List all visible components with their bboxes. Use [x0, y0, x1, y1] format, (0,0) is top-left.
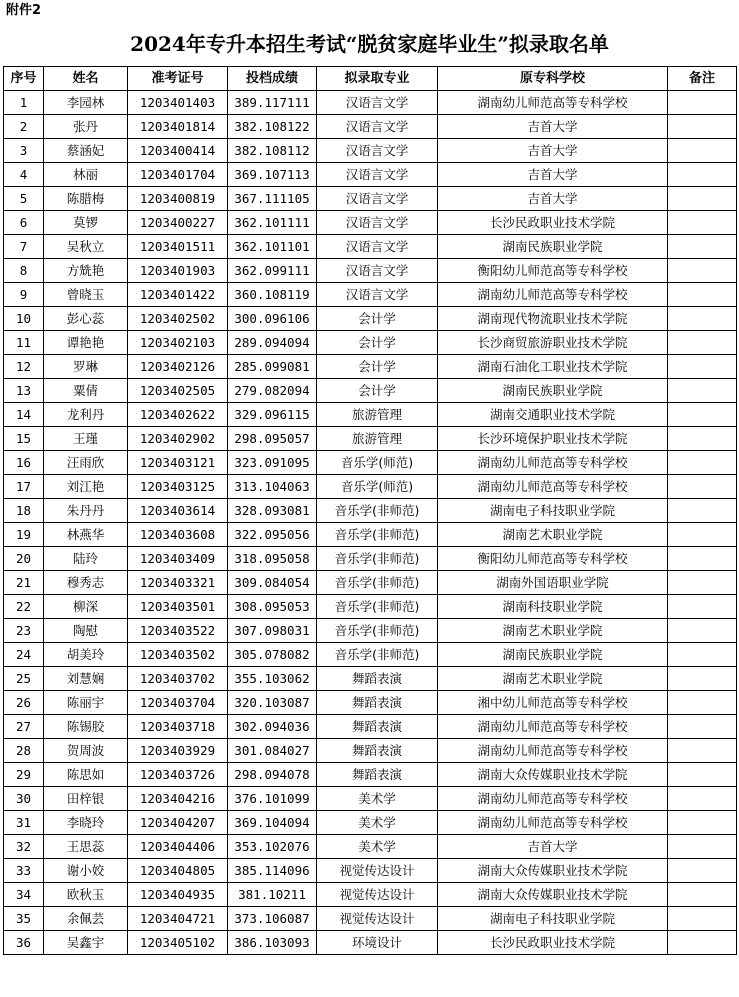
- cell-name: 龙利丹: [44, 403, 128, 427]
- table-row: [4, 595, 737, 619]
- cell-index: 2: [4, 115, 44, 139]
- table-row: [4, 475, 737, 499]
- cell-remarks: [668, 547, 737, 571]
- cell-index: 7: [4, 235, 44, 259]
- cell-remarks: [668, 307, 737, 331]
- cell-score: 328.093081: [228, 499, 317, 523]
- cell-name: 陶慰: [44, 619, 128, 643]
- table-row: [4, 859, 737, 883]
- cell-name: 王思蕊: [44, 835, 128, 859]
- table-row: [4, 115, 737, 139]
- cell-remarks: [668, 739, 737, 763]
- header-exam-id: 准考证号: [128, 67, 228, 91]
- table-row: [4, 523, 737, 547]
- cell-name: 粟倩: [44, 379, 128, 403]
- cell-remarks: [668, 427, 737, 451]
- cell-major: 舞蹈表演: [317, 763, 438, 787]
- cell-major: 视觉传达设计: [317, 907, 438, 931]
- cell-score: 382.108112: [228, 139, 317, 163]
- cell-name: 刘慧娴: [44, 667, 128, 691]
- cell-major: 汉语言文学: [317, 139, 438, 163]
- table-row: [4, 547, 737, 571]
- table-row: [4, 427, 737, 451]
- cell-former-school: 湖南石油化工职业技术学院: [438, 355, 668, 379]
- cell-former-school: 湖南幼儿师范高等专科学校: [438, 475, 668, 499]
- cell-exam-id: 1203402902: [128, 427, 228, 451]
- cell-index: 9: [4, 283, 44, 307]
- cell-index: 12: [4, 355, 44, 379]
- cell-exam-id: 1203404207: [128, 811, 228, 835]
- cell-former-school: 湖南民族职业学院: [438, 643, 668, 667]
- table-row: [4, 619, 737, 643]
- cell-exam-id: 1203403702: [128, 667, 228, 691]
- table-row: [4, 811, 737, 835]
- cell-score: 309.084054: [228, 571, 317, 595]
- table-row: [4, 931, 737, 955]
- cell-score: 382.108122: [228, 115, 317, 139]
- cell-score: 329.096115: [228, 403, 317, 427]
- cell-remarks: [668, 643, 737, 667]
- cell-exam-id: 1203403704: [128, 691, 228, 715]
- cell-exam-id: 1203402502: [128, 307, 228, 331]
- cell-index: 36: [4, 931, 44, 955]
- table-row: [4, 643, 737, 667]
- cell-score: 308.095053: [228, 595, 317, 619]
- cell-exam-id: 1203401903: [128, 259, 228, 283]
- cell-index: 4: [4, 163, 44, 187]
- cell-remarks: [668, 835, 737, 859]
- cell-major: 美术学: [317, 835, 438, 859]
- cell-exam-id: 1203403321: [128, 571, 228, 595]
- cell-remarks: [668, 883, 737, 907]
- attachment-label: 附件2: [6, 3, 42, 18]
- cell-score: 320.103087: [228, 691, 317, 715]
- cell-name: 李园林: [44, 91, 128, 115]
- cell-former-school: 湖南交通职业技术学院: [438, 403, 668, 427]
- cell-former-school: 湖南大众传媒职业技术学院: [438, 883, 668, 907]
- cell-major: 音乐学(师范): [317, 475, 438, 499]
- cell-major: 汉语言文学: [317, 211, 438, 235]
- cell-score: 305.078082: [228, 643, 317, 667]
- cell-major: 音乐学(非师范): [317, 571, 438, 595]
- cell-index: 11: [4, 331, 44, 355]
- table-row: [4, 403, 737, 427]
- table-row: [4, 211, 737, 235]
- cell-exam-id: 1203403614: [128, 499, 228, 523]
- cell-former-school: 长沙民政职业技术学院: [438, 211, 668, 235]
- cell-index: 8: [4, 259, 44, 283]
- cell-former-school: 衡阳幼儿师范高等专科学校: [438, 547, 668, 571]
- cell-index: 3: [4, 139, 44, 163]
- cell-former-school: 湖南艺术职业学院: [438, 667, 668, 691]
- cell-score: 367.111105: [228, 187, 317, 211]
- cell-remarks: [668, 667, 737, 691]
- cell-name: 林丽: [44, 163, 128, 187]
- cell-name: 陈丽宇: [44, 691, 128, 715]
- cell-score: 376.101099: [228, 787, 317, 811]
- header-major: 拟录取专业: [317, 67, 438, 91]
- cell-name: 王瑾: [44, 427, 128, 451]
- cell-former-school: 吉首大学: [438, 115, 668, 139]
- cell-name: 林燕华: [44, 523, 128, 547]
- cell-name: 谢小姣: [44, 859, 128, 883]
- cell-score: 385.114096: [228, 859, 317, 883]
- cell-major: 美术学: [317, 787, 438, 811]
- cell-remarks: [668, 763, 737, 787]
- header-name: 姓名: [44, 67, 128, 91]
- cell-score: 362.101111: [228, 211, 317, 235]
- table-row: [4, 163, 737, 187]
- table-row: [4, 835, 737, 859]
- cell-major: 舞蹈表演: [317, 739, 438, 763]
- cell-exam-id: 1203400227: [128, 211, 228, 235]
- table-row: [4, 139, 737, 163]
- cell-exam-id: 1203401403: [128, 91, 228, 115]
- cell-name: 汪雨欣: [44, 451, 128, 475]
- cell-score: 279.082094: [228, 379, 317, 403]
- cell-index: 24: [4, 643, 44, 667]
- cell-former-school: 湖南幼儿师范高等专科学校: [438, 283, 668, 307]
- cell-exam-id: 1203403501: [128, 595, 228, 619]
- cell-remarks: [668, 787, 737, 811]
- cell-remarks: [668, 859, 737, 883]
- cell-remarks: [668, 691, 737, 715]
- cell-major: 音乐学(非师范): [317, 499, 438, 523]
- header-index: 序号: [4, 67, 44, 91]
- cell-score: 301.084027: [228, 739, 317, 763]
- cell-major: 汉语言文学: [317, 283, 438, 307]
- cell-former-school: 湖南幼儿师范高等专科学校: [438, 739, 668, 763]
- cell-remarks: [668, 211, 737, 235]
- table-row: [4, 451, 737, 475]
- cell-remarks: [668, 379, 737, 403]
- cell-index: 16: [4, 451, 44, 475]
- cell-index: 23: [4, 619, 44, 643]
- table-row: [4, 739, 737, 763]
- cell-major: 会计学: [317, 331, 438, 355]
- cell-former-school: 吉首大学: [438, 187, 668, 211]
- cell-exam-id: 1203404805: [128, 859, 228, 883]
- cell-former-school: 湖南幼儿师范高等专科学校: [438, 715, 668, 739]
- cell-former-school: 湖南幼儿师范高等专科学校: [438, 451, 668, 475]
- cell-remarks: [668, 907, 737, 931]
- cell-remarks: [668, 283, 737, 307]
- cell-name: 吴秋立: [44, 235, 128, 259]
- cell-score: 298.094078: [228, 763, 317, 787]
- cell-exam-id: 1203401422: [128, 283, 228, 307]
- header-score: 投档成绩: [228, 67, 317, 91]
- cell-index: 1: [4, 91, 44, 115]
- cell-exam-id: 1203400414: [128, 139, 228, 163]
- admission-list-table: [3, 66, 737, 955]
- cell-remarks: [668, 91, 737, 115]
- cell-exam-id: 1203404935: [128, 883, 228, 907]
- cell-former-school: 湖南现代物流职业技术学院: [438, 307, 668, 331]
- cell-score: 360.108119: [228, 283, 317, 307]
- table-row: [4, 331, 737, 355]
- table-row: [4, 235, 737, 259]
- cell-score: 355.103062: [228, 667, 317, 691]
- cell-index: 30: [4, 787, 44, 811]
- cell-score: 386.103093: [228, 931, 317, 955]
- cell-name: 张丹: [44, 115, 128, 139]
- header-remarks: 备注: [668, 67, 737, 91]
- table-row: [4, 691, 737, 715]
- cell-exam-id: 1203403608: [128, 523, 228, 547]
- cell-exam-id: 1203400819: [128, 187, 228, 211]
- cell-name: 李晓玲: [44, 811, 128, 835]
- cell-major: 汉语言文学: [317, 163, 438, 187]
- cell-exam-id: 1203403121: [128, 451, 228, 475]
- cell-major: 旅游管理: [317, 427, 438, 451]
- cell-exam-id: 1203402622: [128, 403, 228, 427]
- cell-remarks: [668, 571, 737, 595]
- cell-major: 舞蹈表演: [317, 715, 438, 739]
- cell-remarks: [668, 811, 737, 835]
- cell-index: 10: [4, 307, 44, 331]
- cell-former-school: 长沙商贸旅游职业技术学院: [438, 331, 668, 355]
- cell-major: 视觉传达设计: [317, 859, 438, 883]
- cell-name: 柳深: [44, 595, 128, 619]
- cell-exam-id: 1203404721: [128, 907, 228, 931]
- cell-score: 369.104094: [228, 811, 317, 835]
- table-row: [4, 715, 737, 739]
- table-row: [4, 379, 737, 403]
- cell-former-school: 湖南大众传媒职业技术学院: [438, 763, 668, 787]
- cell-remarks: [668, 259, 737, 283]
- cell-major: 环境设计: [317, 931, 438, 955]
- cell-index: 32: [4, 835, 44, 859]
- cell-name: 方兟艳: [44, 259, 128, 283]
- cell-former-school: 长沙环境保护职业技术学院: [438, 427, 668, 451]
- cell-index: 14: [4, 403, 44, 427]
- cell-exam-id: 1203401704: [128, 163, 228, 187]
- cell-index: 31: [4, 811, 44, 835]
- cell-major: 汉语言文学: [317, 259, 438, 283]
- cell-exam-id: 1203402103: [128, 331, 228, 355]
- cell-exam-id: 1203403125: [128, 475, 228, 499]
- cell-name: 彭心蕊: [44, 307, 128, 331]
- cell-score: 285.099081: [228, 355, 317, 379]
- cell-remarks: [668, 403, 737, 427]
- cell-score: 318.095058: [228, 547, 317, 571]
- cell-major: 舞蹈表演: [317, 667, 438, 691]
- cell-former-school: 吉首大学: [438, 835, 668, 859]
- cell-index: 6: [4, 211, 44, 235]
- cell-exam-id: 1203403522: [128, 619, 228, 643]
- cell-exam-id: 1203401814: [128, 115, 228, 139]
- cell-major: 视觉传达设计: [317, 883, 438, 907]
- cell-name: 陆玲: [44, 547, 128, 571]
- cell-remarks: [668, 235, 737, 259]
- cell-index: 19: [4, 523, 44, 547]
- cell-name: 罗琳: [44, 355, 128, 379]
- cell-index: 34: [4, 883, 44, 907]
- cell-former-school: 湖南艺术职业学院: [438, 523, 668, 547]
- cell-remarks: [668, 355, 737, 379]
- document-title: 2024年专升本招生考试“脱贫家庭毕业生”拟录取名单: [130, 32, 609, 56]
- table-row: [4, 355, 737, 379]
- cell-score: 322.095056: [228, 523, 317, 547]
- cell-former-school: 湖南电子科技职业学院: [438, 499, 668, 523]
- cell-former-school: 湖南幼儿师范高等专科学校: [438, 787, 668, 811]
- table-row: [4, 283, 737, 307]
- cell-former-school: 衡阳幼儿师范高等专科学校: [438, 259, 668, 283]
- cell-exam-id: 1203403718: [128, 715, 228, 739]
- cell-index: 13: [4, 379, 44, 403]
- cell-index: 5: [4, 187, 44, 211]
- cell-former-school: 吉首大学: [438, 163, 668, 187]
- cell-remarks: [668, 163, 737, 187]
- cell-major: 汉语言文学: [317, 115, 438, 139]
- cell-score: 302.094036: [228, 715, 317, 739]
- cell-name: 田梓银: [44, 787, 128, 811]
- cell-score: 373.106087: [228, 907, 317, 931]
- cell-name: 陈思如: [44, 763, 128, 787]
- cell-exam-id: 1203401511: [128, 235, 228, 259]
- cell-major: 汉语言文学: [317, 187, 438, 211]
- cell-index: 15: [4, 427, 44, 451]
- cell-score: 353.102076: [228, 835, 317, 859]
- cell-exam-id: 1203403502: [128, 643, 228, 667]
- cell-exam-id: 1203405102: [128, 931, 228, 955]
- cell-name: 欧秋玉: [44, 883, 128, 907]
- cell-remarks: [668, 595, 737, 619]
- cell-score: 362.101101: [228, 235, 317, 259]
- cell-name: 谭艳艳: [44, 331, 128, 355]
- cell-score: 298.095057: [228, 427, 317, 451]
- cell-major: 会计学: [317, 307, 438, 331]
- cell-index: 28: [4, 739, 44, 763]
- cell-score: 289.094094: [228, 331, 317, 355]
- cell-index: 26: [4, 691, 44, 715]
- table-row: [4, 259, 737, 283]
- table-row: [4, 571, 737, 595]
- cell-index: 35: [4, 907, 44, 931]
- table-row: [4, 883, 737, 907]
- cell-remarks: [668, 619, 737, 643]
- cell-former-school: 湖南幼儿师范高等专科学校: [438, 811, 668, 835]
- cell-former-school: 湖南电子科技职业学院: [438, 907, 668, 931]
- cell-name: 陈腊梅: [44, 187, 128, 211]
- cell-name: 曾晓玉: [44, 283, 128, 307]
- cell-remarks: [668, 499, 737, 523]
- cell-name: 莫锣: [44, 211, 128, 235]
- cell-name: 贺周波: [44, 739, 128, 763]
- cell-name: 胡美玲: [44, 643, 128, 667]
- cell-exam-id: 1203403409: [128, 547, 228, 571]
- cell-name: 余佩芸: [44, 907, 128, 931]
- cell-major: 汉语言文学: [317, 235, 438, 259]
- cell-major: 音乐学(非师范): [317, 643, 438, 667]
- cell-exam-id: 1203403929: [128, 739, 228, 763]
- cell-name: 穆秀志: [44, 571, 128, 595]
- cell-score: 300.096106: [228, 307, 317, 331]
- cell-former-school: 湖南大众传媒职业技术学院: [438, 859, 668, 883]
- table-row: [4, 499, 737, 523]
- cell-remarks: [668, 187, 737, 211]
- table-row: [4, 307, 737, 331]
- cell-score: 307.098031: [228, 619, 317, 643]
- cell-major: 美术学: [317, 811, 438, 835]
- cell-exam-id: 1203402505: [128, 379, 228, 403]
- cell-remarks: [668, 931, 737, 955]
- cell-index: 22: [4, 595, 44, 619]
- cell-index: 29: [4, 763, 44, 787]
- cell-index: 21: [4, 571, 44, 595]
- cell-index: 20: [4, 547, 44, 571]
- table-header-row: [4, 67, 737, 91]
- cell-score: 362.099111: [228, 259, 317, 283]
- cell-score: 323.091095: [228, 451, 317, 475]
- cell-exam-id: 1203404406: [128, 835, 228, 859]
- cell-index: 27: [4, 715, 44, 739]
- cell-former-school: 湖南幼儿师范高等专科学校: [438, 91, 668, 115]
- cell-former-school: 湘中幼儿师范高等专科学校: [438, 691, 668, 715]
- cell-major: 音乐学(非师范): [317, 547, 438, 571]
- cell-exam-id: 1203403726: [128, 763, 228, 787]
- cell-remarks: [668, 715, 737, 739]
- cell-index: 25: [4, 667, 44, 691]
- cell-index: 17: [4, 475, 44, 499]
- cell-name: 陈锡胶: [44, 715, 128, 739]
- table-row: [4, 91, 737, 115]
- cell-remarks: [668, 475, 737, 499]
- cell-name: 刘江艳: [44, 475, 128, 499]
- cell-major: 会计学: [317, 379, 438, 403]
- cell-major: 会计学: [317, 355, 438, 379]
- cell-former-school: 湖南民族职业学院: [438, 235, 668, 259]
- cell-name: 吴鑫宇: [44, 931, 128, 955]
- table-row: [4, 667, 737, 691]
- cell-former-school: 湖南科技职业学院: [438, 595, 668, 619]
- cell-remarks: [668, 523, 737, 547]
- cell-index: 33: [4, 859, 44, 883]
- cell-score: 313.104063: [228, 475, 317, 499]
- cell-name: 朱丹丹: [44, 499, 128, 523]
- cell-major: 音乐学(非师范): [317, 523, 438, 547]
- cell-name: 蔡涵妃: [44, 139, 128, 163]
- cell-exam-id: 1203404216: [128, 787, 228, 811]
- cell-major: 旅游管理: [317, 403, 438, 427]
- table-row: [4, 763, 737, 787]
- header-former-school: 原专科学校: [438, 67, 668, 91]
- cell-major: 音乐学(师范): [317, 451, 438, 475]
- cell-major: 音乐学(非师范): [317, 619, 438, 643]
- cell-index: 18: [4, 499, 44, 523]
- cell-remarks: [668, 331, 737, 355]
- cell-exam-id: 1203402126: [128, 355, 228, 379]
- cell-remarks: [668, 115, 737, 139]
- cell-remarks: [668, 139, 737, 163]
- table-row: [4, 907, 737, 931]
- cell-score: 369.107113: [228, 163, 317, 187]
- cell-score: 389.117111: [228, 91, 317, 115]
- cell-former-school: 长沙民政职业技术学院: [438, 931, 668, 955]
- cell-major: 舞蹈表演: [317, 691, 438, 715]
- table-row: [4, 787, 737, 811]
- cell-major: 音乐学(非师范): [317, 595, 438, 619]
- table-row: [4, 187, 737, 211]
- cell-score: 381.10211: [228, 883, 317, 907]
- cell-major: 汉语言文学: [317, 91, 438, 115]
- cell-former-school: 湖南民族职业学院: [438, 379, 668, 403]
- cell-former-school: 湖南艺术职业学院: [438, 619, 668, 643]
- cell-remarks: [668, 451, 737, 475]
- cell-former-school: 吉首大学: [438, 139, 668, 163]
- cell-former-school: 湖南外国语职业学院: [438, 571, 668, 595]
